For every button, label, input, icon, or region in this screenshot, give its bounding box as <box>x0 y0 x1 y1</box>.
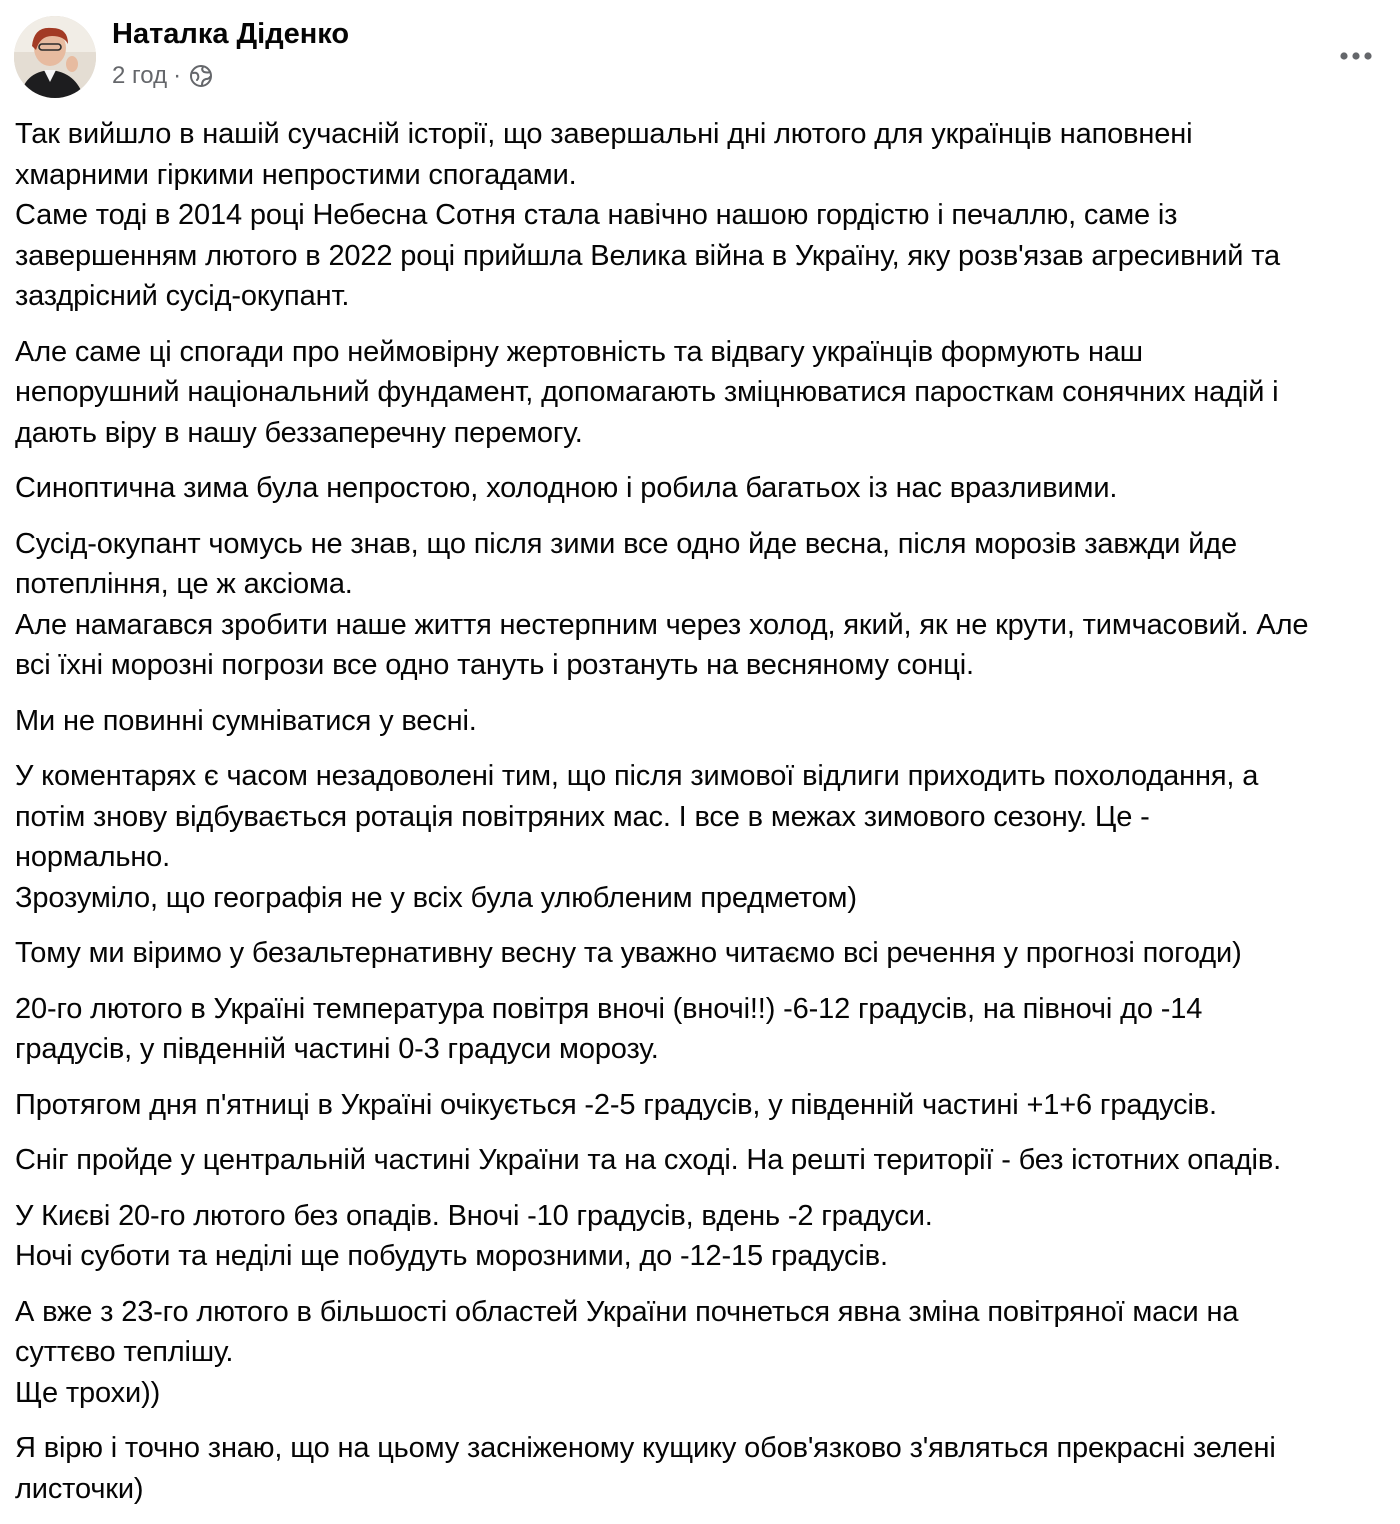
paragraph-line: потім знову відбувається ротація повітряних мас. І все в межах зимового сезону. Це - <box>15 800 1150 833</box>
paragraph-line: хмарними гіркими непростими спогадами. <box>15 158 577 191</box>
paragraph-line: всі їхні морозні погрози все одно тануть і розтануть на весняному сонці. <box>15 649 974 681</box>
paragraph-line: нормально. <box>15 841 171 873</box>
post-paragraph <box>15 1292 1390 1414</box>
paragraph-line: Сусід-окупант чомусь не знав, що після зими все одно йде весна, після морозів завжди йде <box>15 527 1238 560</box>
post-paragraph <box>15 1140 1390 1181</box>
paragraph-line: Зрозуміло, що географія не у всіх була улюбленим предметом) <box>15 881 857 914</box>
post-meta <box>112 62 213 90</box>
paragraph-line: листочки) <box>15 1472 144 1505</box>
paragraph-line: суттєво теплішу. <box>15 1336 234 1368</box>
paragraph-line: заздрісний сусід-окупант. <box>15 280 350 312</box>
post-body <box>15 114 1390 1524</box>
paragraph-line: Але намагався зробити наше життя нестерпним через холод, який, як не крути, тимчасовий. Але <box>15 608 1309 641</box>
paragraph-line: У Києві 20-го лютого без опадів. Вночі -10 градусів, вдень -2 градуси. <box>15 1199 933 1232</box>
more-options-button[interactable] <box>1334 38 1378 74</box>
paragraph-line: А вже з 23-го лютого в більшості областей України почнеться явна зміна повітряної маси на <box>15 1295 1239 1328</box>
paragraph-line: У коментарях є часом незадоволені тим, що після зимової відлиги приходить похолодання, а <box>15 760 1259 792</box>
paragraph-line: Сніг пройде у центральній частині України та на сході. На решті території - без істотних опадів. <box>15 1144 1281 1176</box>
paragraph-line: Саме тоді в 2014 році Небесна Сотня стала навічно нашою гордістю і печаллю, саме із <box>15 199 1178 231</box>
paragraph-line: Синоптична зима була непростою, холодною і робила багатьох із нас вразливими. <box>15 472 1118 504</box>
post-paragraph <box>15 756 1390 918</box>
post-paragraph <box>15 1428 1390 1509</box>
post-paragraph <box>15 1196 1390 1277</box>
more-horizontal-icon <box>1339 51 1373 61</box>
paragraph-line: Так вийшло в нашій сучасній історії, що завершальні дні лютого для українців наповнені <box>15 118 1193 150</box>
meta-separator: · <box>173 62 182 89</box>
post-header <box>14 16 1386 100</box>
paragraph-line: Протягом дня п'ятниці в Україні очікується -2-5 градусів, у південній частині +1+6 градусів. <box>15 1088 1217 1121</box>
post-paragraph <box>15 989 1390 1070</box>
globe-icon[interactable] <box>189 64 213 88</box>
post-paragraph <box>15 701 1390 742</box>
avatar-photo <box>14 16 96 98</box>
paragraph-line: Я вірю і точно знаю, що на цьому засніженому кущику обов'язково з'являться прекрасні зелені <box>15 1432 1276 1464</box>
paragraph-line: Але саме ці спогади про неймовірну жертовність та відвагу українців формують наш <box>15 335 1143 368</box>
post-paragraph <box>15 332 1390 454</box>
post-timestamp[interactable]: 2 год <box>112 62 168 89</box>
paragraph-line: дають віру в нашу беззаперечну перемогу. <box>15 416 583 449</box>
paragraph-line: завершенням лютого в 2022 році прийшла Велика війна в Україну, яку розв'язав агресивний та <box>15 239 1280 272</box>
paragraph-line: градусів, у південній частині 0-3 градуси морозу. <box>15 1033 659 1065</box>
author-name[interactable]: Наталка Діденко <box>112 18 350 50</box>
paragraph-line: Ми не повинні сумніватися у весні. <box>15 704 477 737</box>
post-paragraph <box>15 524 1390 686</box>
paragraph-line: Ночі суботи та неділі ще побудуть морозними, до -12-15 градусів. <box>15 1240 888 1272</box>
post-paragraph <box>15 468 1390 509</box>
post-paragraph <box>15 1085 1390 1126</box>
paragraph-line: 20-го лютого в Україні температура повітря вночі (вночі!!) -6-12 градусів, на півночі до -14 <box>15 992 1203 1025</box>
post-paragraph <box>15 114 1390 317</box>
paragraph-line: Тому ми віримо у безальтернативну весну та уважно читаємо всі речення у прогнозі погоди) <box>15 937 1242 969</box>
post-paragraph <box>15 933 1390 974</box>
paragraph-line: Ще трохи)) <box>15 1376 161 1409</box>
avatar[interactable] <box>14 16 96 98</box>
paragraph-line: непорушний національний фундамент, допомагають зміцнюватися паросткам сонячних надій і <box>15 376 1279 408</box>
paragraph-line: потепління, це ж аксіома. <box>15 568 353 600</box>
